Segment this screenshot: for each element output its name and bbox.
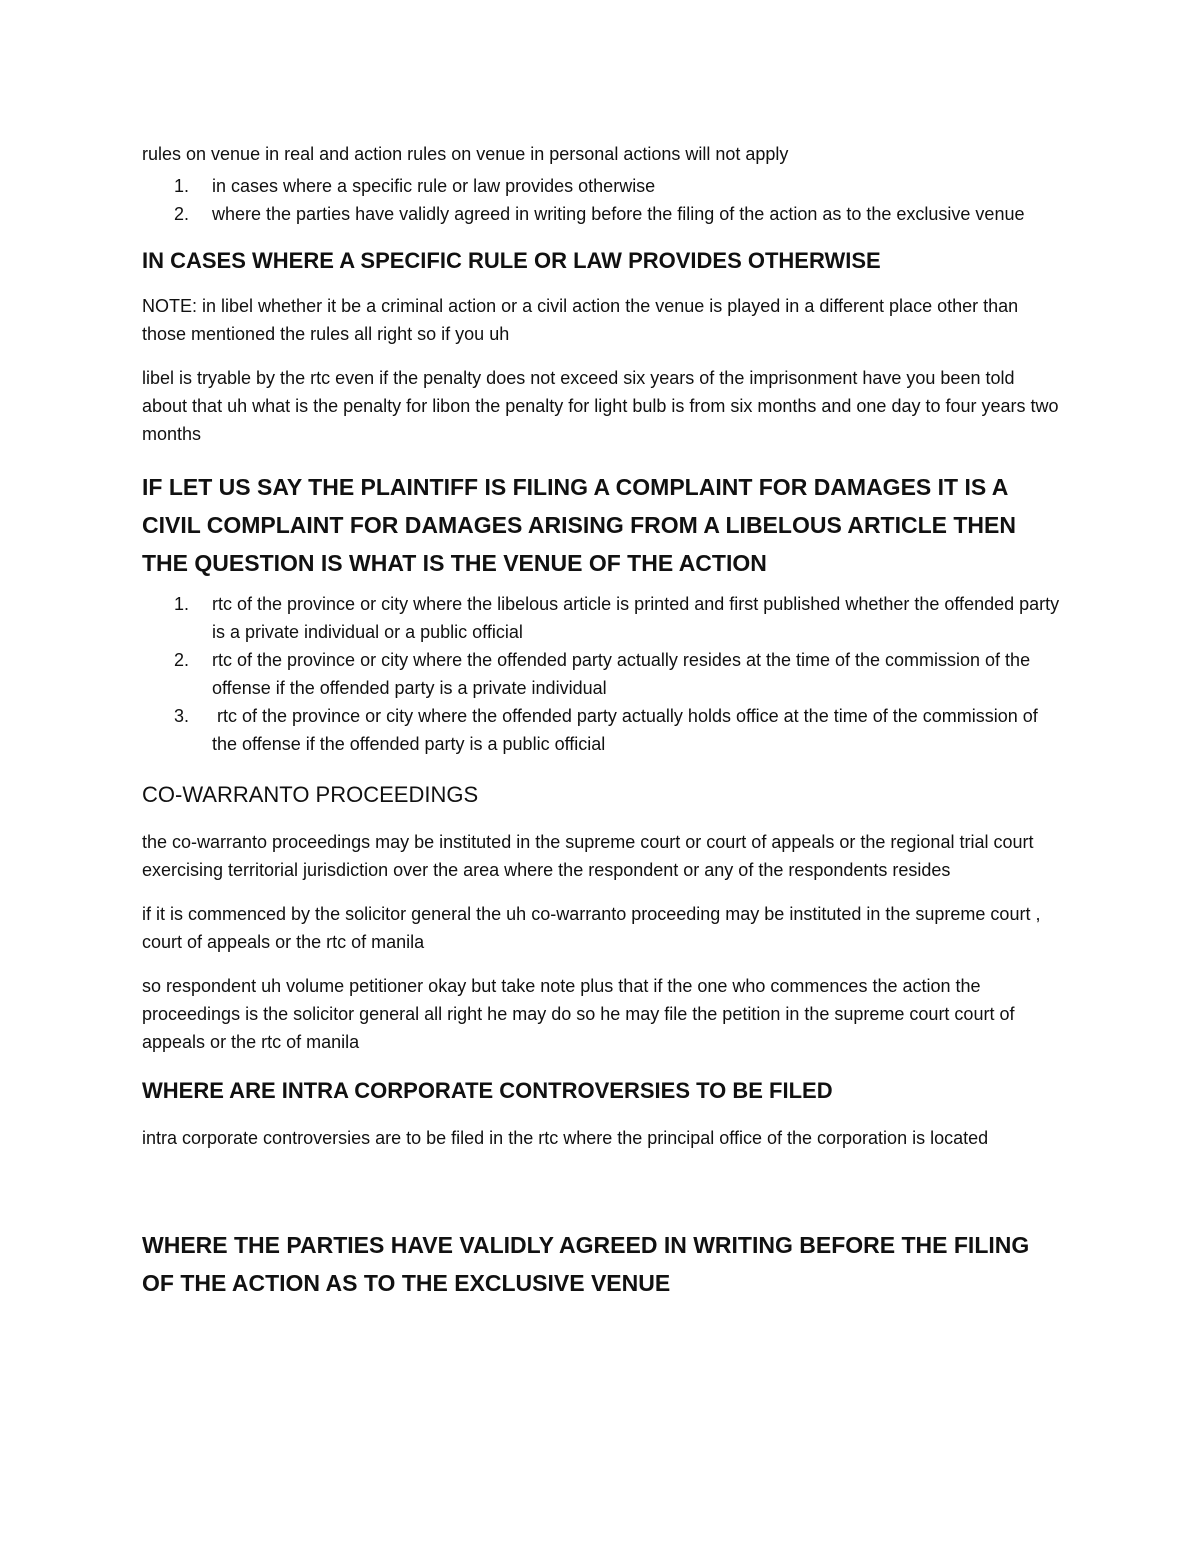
co-warranto-paragraph-2: if it is commenced by the solicitor general the uh co-warranto proceeding may be instituted in the supreme court , court of appeals or the rtc of manila [142,904,1041,952]
section-heading-complaint-damages: IF LET US SAY THE PLAINTIFF IS FILING A COMPLAINT FOR DAMAGES IT IS A CIVIL COMPLAINT FOR DAMAGES ARISING FROM A LIBELOUS ARTICLE THEN THE QUESTION IS WHAT IS THE VENUE OF THE ACTION [142,474,1016,576]
list-number: 2. [174,204,190,224]
section-heading-exclusive-venue: WHERE THE PARTIES HAVE VALIDLY AGREED IN WRITING BEFORE THE FILING OF THE ACTION AS TO THE EXCLUSIVE VENUE [142,1232,1030,1296]
note-paragraph: NOTE: in libel whether it be a criminal action or a civil action the venue is played in a different place other than those mentioned the rules all right so if you uh [142,296,1019,344]
list-number: 1. [174,594,190,614]
list-item [142,646,1062,702]
section-heading-intra-corporate: WHERE ARE INTRA CORPORATE CONTROVERSIES TO BE FILED [142,1078,833,1103]
list-number: 2. [174,650,190,670]
intro-list [142,172,1062,228]
co-warranto-paragraph-1: the co-warranto proceedings may be instituted in the supreme court or court of appeals or the regional trial court exercising territorial jurisdiction over the area where the respondent or any of the respondents resides [142,832,1034,880]
list-text: rtc of the province or city where the offended party actually resides at the time of the commission of the offense if the offended party is a private individual [212,650,1031,698]
list-text: rtc of the province or city where the offended party actually holds office at the time of the commission of the offense if the offended party is a public official [212,706,1043,754]
list-item [142,702,1062,758]
list-number: 3. [174,706,190,726]
co-warranto-paragraph-3: so respondent uh volume petitioner okay but take note plus that if the one who commences the action the proceedings is the solicitor general all right he may do so he may file the petition in the supreme court court of appeals or the rtc of manila [142,976,1015,1052]
document-content [142,140,1062,1302]
list-number: 1. [174,176,190,196]
list-item [142,172,1062,200]
intro-paragraph: rules on venue in real and action rules on venue in personal actions will not apply [142,144,789,164]
section-heading-co-warranto: CO-WARRANTO PROCEEDINGS [142,782,479,807]
section-heading-specific-rule: IN CASES WHERE A SPECIFIC RULE OR LAW PROVIDES OTHERWISE [142,248,881,273]
libel-paragraph: libel is tryable by the rtc even if the penalty does not exceed six years of the imprisonment have you been told about that uh what is the penalty for libon the penalty for light bulb is from six months and one day to four years two months [142,368,1059,444]
venue-list [142,590,1062,758]
list-text: where the parties have validly agreed in writing before the filing of the action as to the exclusive venue [212,204,1025,224]
intra-corporate-paragraph: intra corporate controversies are to be filed in the rtc where the principal office of the corporation is located [142,1128,989,1148]
list-item [142,200,1062,228]
list-item [142,590,1062,646]
list-text: in cases where a specific rule or law provides otherwise [212,176,656,196]
list-text: rtc of the province or city where the libelous article is printed and first published whether the offended party is a private individual or a public official [212,594,1060,642]
